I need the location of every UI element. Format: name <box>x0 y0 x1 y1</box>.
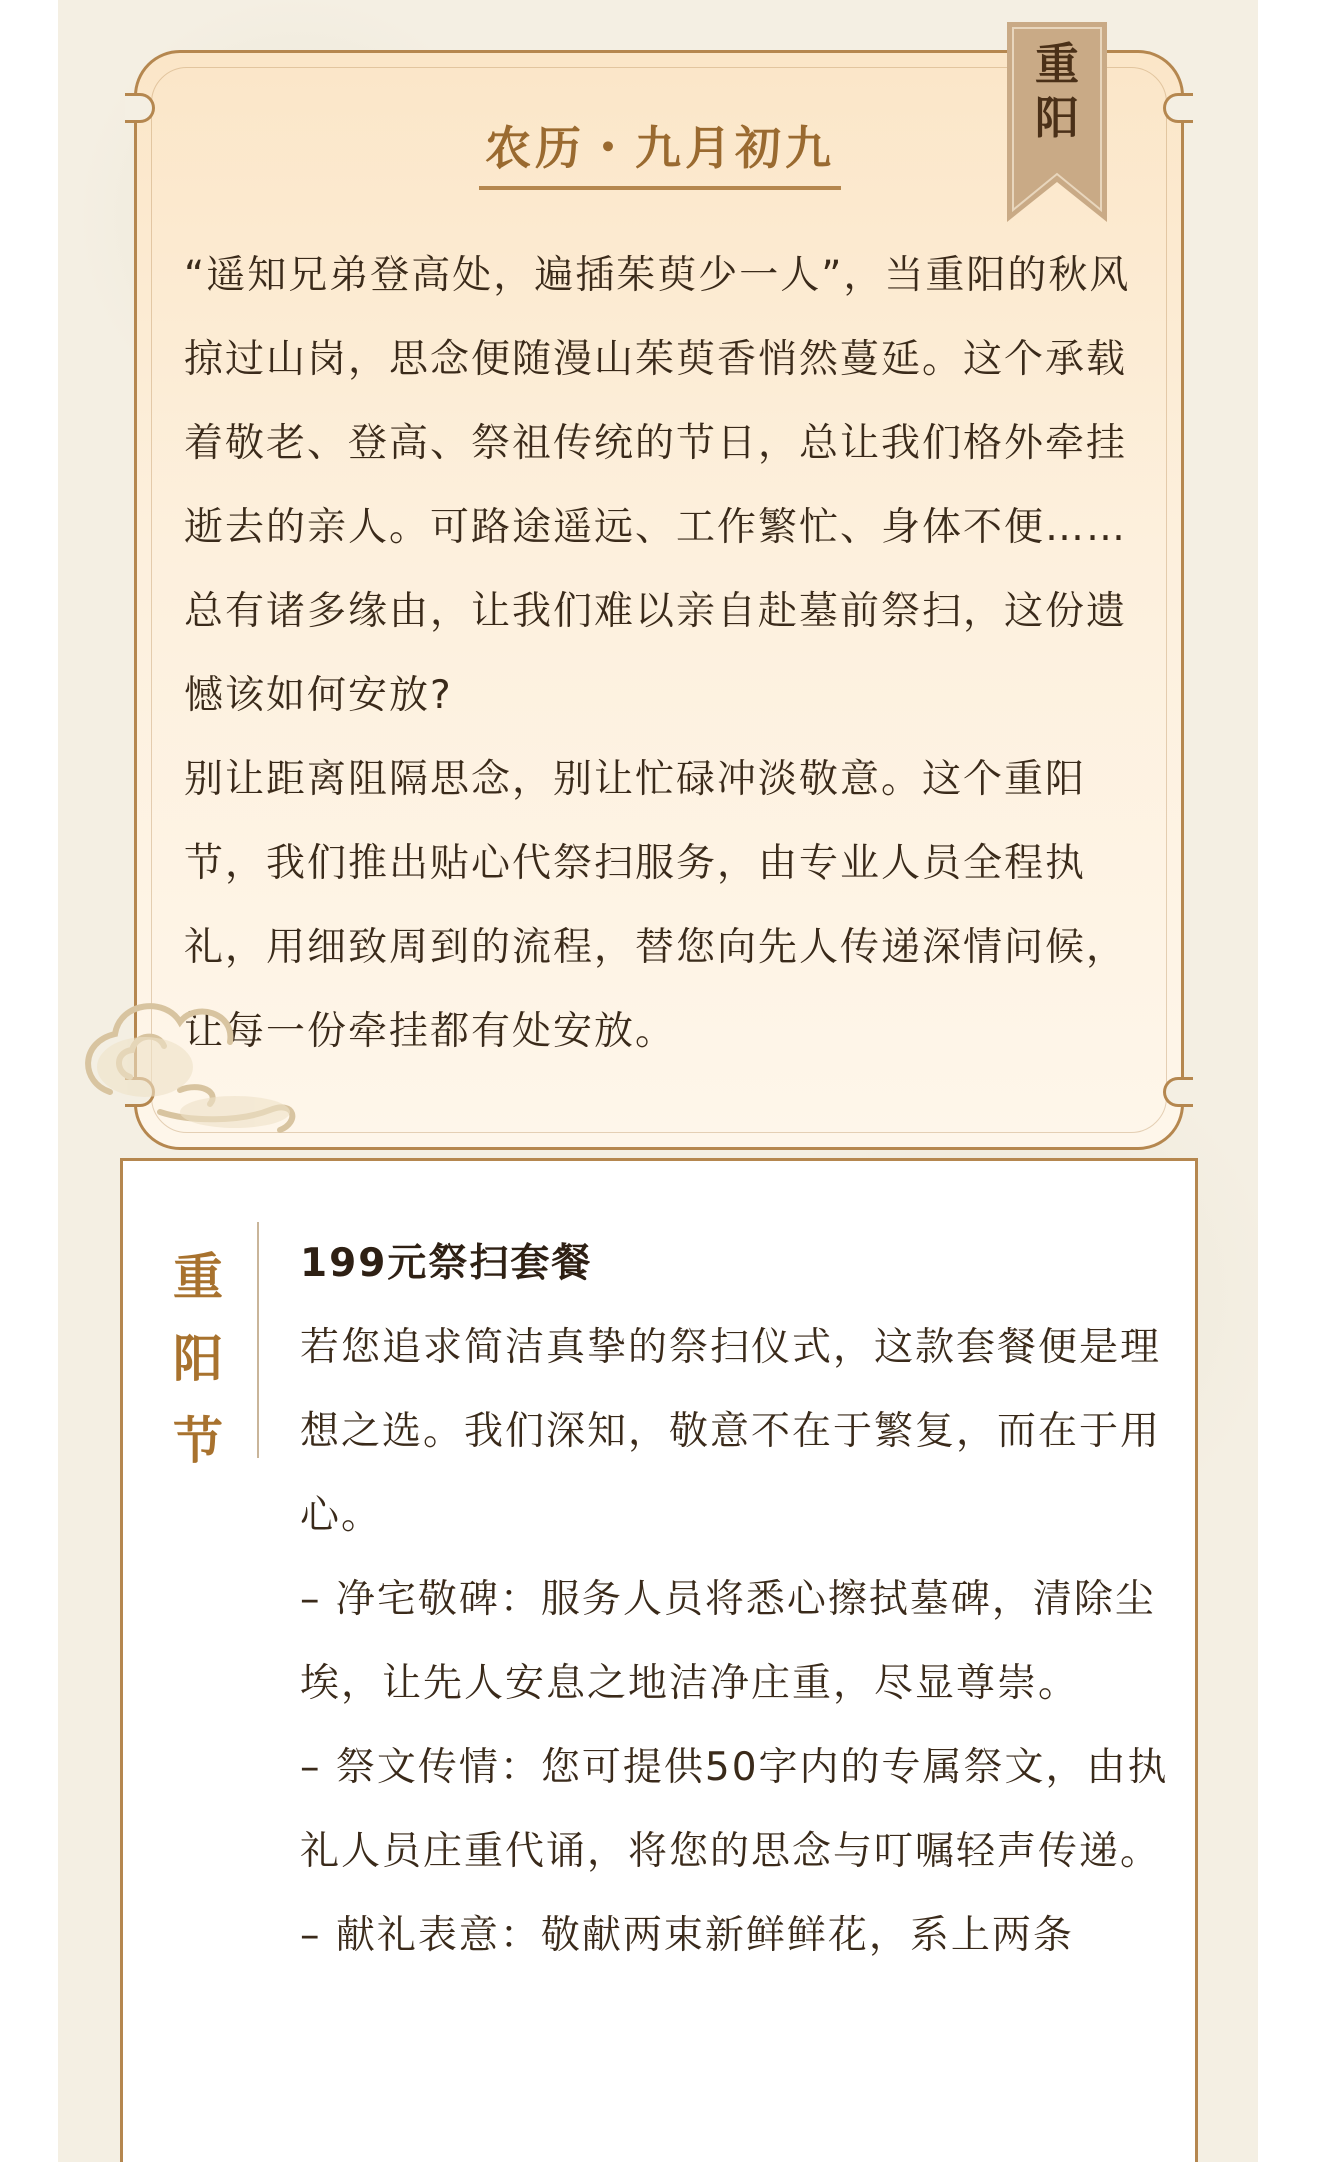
intro-paragraph: “遥知兄弟登高处，遍插茱萸少一人”，当重阳的秋风掠过山岗，思念便随漫山茱萸香悄然蔓延。这个承载着敬老、登高、祭祖传统的节日，总让我们格外牵挂逝去的亲人。可路途遥远、工作繁忙、身体不便……总有诸多缘由，让我们难以亲自赴墓前祭扫，这份遗憾该如何安放? <box>184 253 1131 718</box>
auspicious-cloud-icon <box>70 972 310 1142</box>
package-item: – 祭文传情：您可提供50字内的专属祭文，由执礼人员庄重代诵，将您的思念与叮嘱轻声传递。 <box>300 1745 1169 1874</box>
ribbon-label <box>1007 38 1107 146</box>
package-item: – 献礼表意：敬献两束新鲜鲜花，系上两条 <box>300 1913 1074 1958</box>
side-divider <box>257 1222 259 1458</box>
package-item: – 净宅敬碑：服务人员将悉心擦拭墓碑，清除尘埃，让先人安息之地洁净庄重，尽显尊崇。 <box>300 1577 1156 1706</box>
package-intro: 若您追求简洁真挚的祭扫仪式，这款套餐便是理想之选。我们深知，敬意不在于繁复，而在于用心。 <box>300 1325 1162 1538</box>
package-title: 199元祭扫套餐 <box>300 1241 593 1286</box>
date-title-wrap <box>0 112 1320 190</box>
intro-paragraph: 别让距离阻隔思念，别让忙碌冲淡敬意。这个重阳节，我们推出贴心代祭扫服务，由专业人员全程执礼，用细致周到的流程，替您向先人传递深情问候，让每一份牵挂都有处安放。 <box>184 757 1128 1054</box>
corner-notch-bottom-right <box>1163 1077 1193 1107</box>
festival-side-label <box>168 1236 228 1482</box>
ribbon-text: 重阳 <box>1035 39 1079 144</box>
side-label-text: 重阳节 <box>173 1247 223 1470</box>
lunar-date-title: 农历・九月初九 <box>479 112 841 190</box>
package-body <box>300 1222 1170 1978</box>
intro-body <box>184 234 1144 1074</box>
